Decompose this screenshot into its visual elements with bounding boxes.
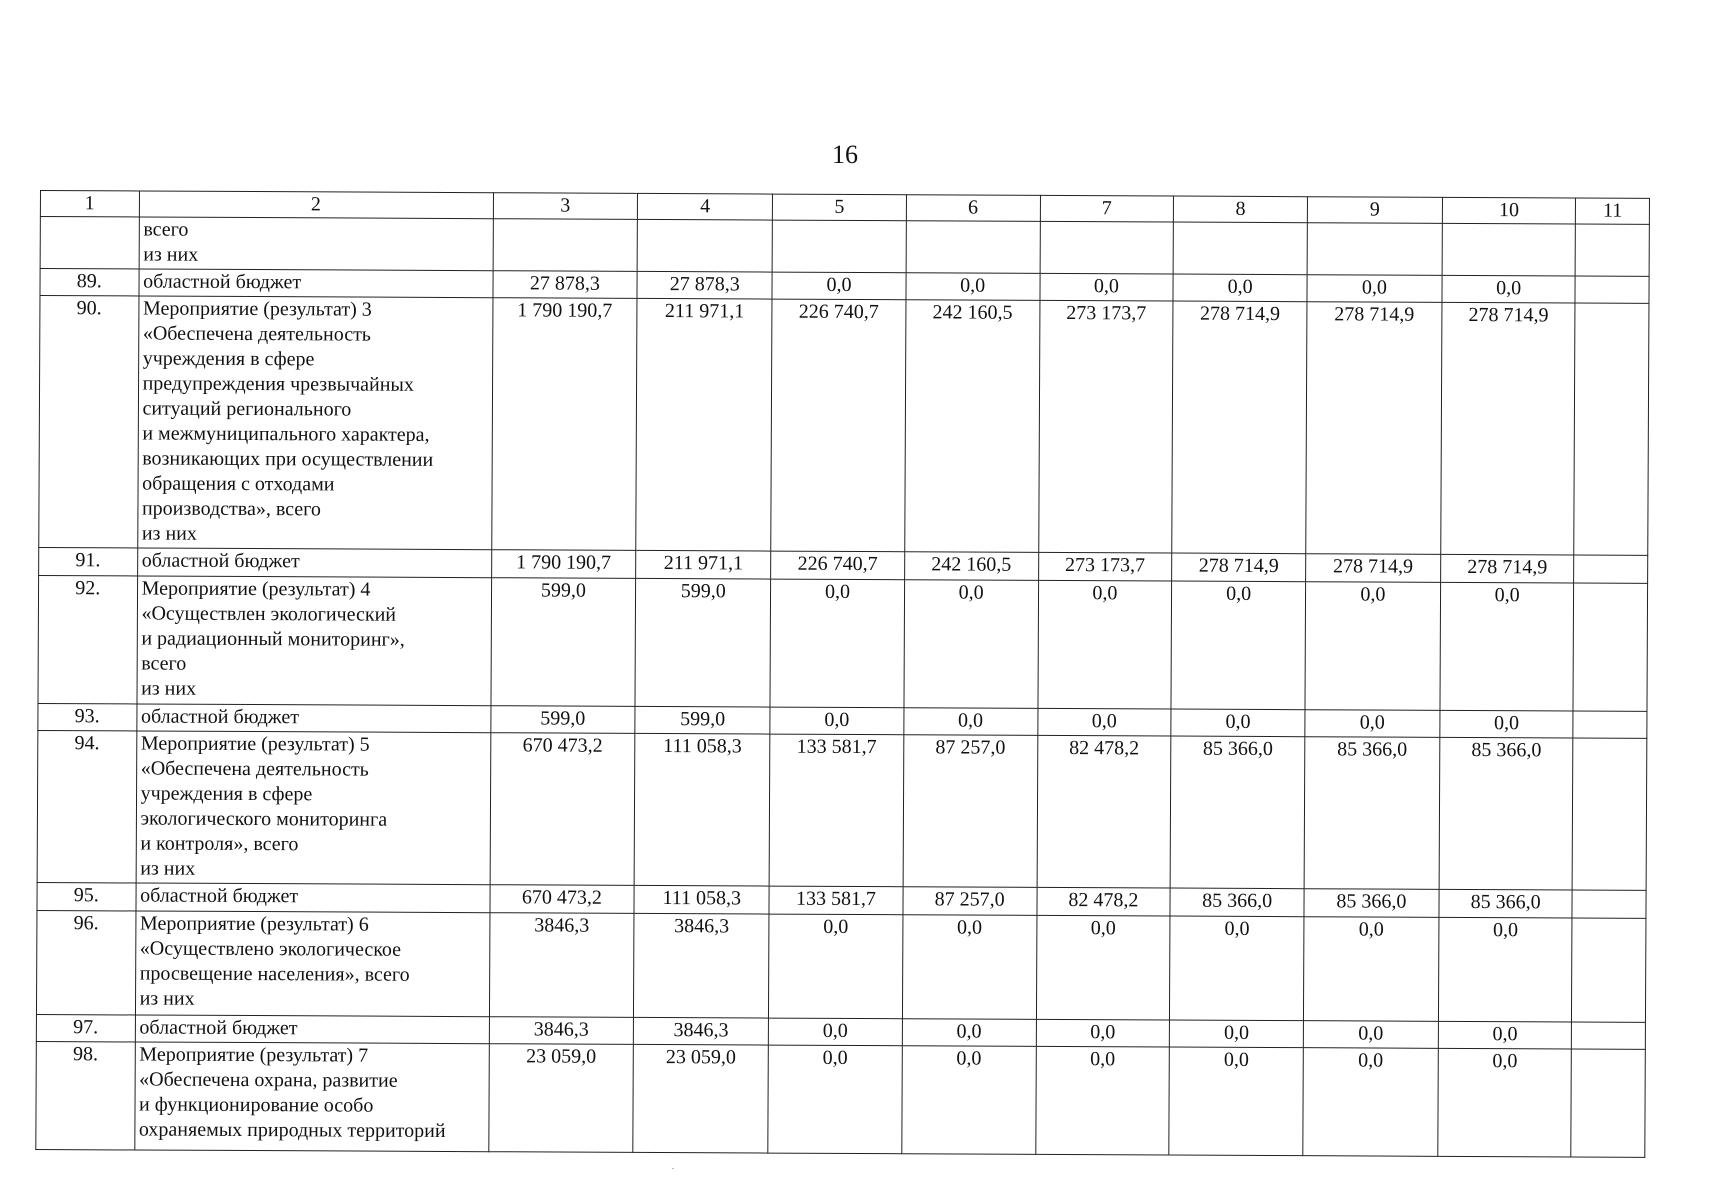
value-cell-col-7: 273 173,7 — [1038, 552, 1172, 581]
value-cell-col-9: 0,0 — [1305, 710, 1440, 738]
value-cell-col-11 — [1572, 890, 1646, 918]
value-cell-col-8: 0,0 — [1173, 274, 1307, 302]
value-cell-col-5: 226 740,7 — [771, 299, 906, 552]
row-description: Мероприятие (результат) 3 «Обеспечена деятельность учреждения в сфере предупреждения чрезвычайных ситуаций регионального и межмуниципального характера, возникающих при осуществлении обращения с отходами производства», всего из них — [137, 296, 492, 550]
value-cell-col-8: 0,0 — [1169, 1047, 1303, 1156]
value-cell-col-5: 133 581,7 — [769, 886, 903, 915]
value-cell-col-4: 3846,3 — [634, 1017, 769, 1045]
row-description: Мероприятие (результат) 4 «Осуществлен экологический и радиационный мониторинг», всего из них — [137, 576, 492, 706]
row-number: 98. — [36, 1041, 135, 1149]
value-cell-col-9: 85 366,0 — [1304, 889, 1439, 918]
value-cell-col-7: 82 478,2 — [1037, 735, 1171, 888]
value-cell-col-10: 278 714,9 — [1440, 554, 1574, 583]
value-cell-col-5: 226 740,7 — [771, 551, 905, 580]
value-cell-col-4: 111 058,3 — [634, 885, 769, 914]
value-cell-col-6: 0,0 — [902, 1046, 1036, 1155]
value-cell-col-5: 0,0 — [770, 707, 904, 735]
column-header-2: 2 — [139, 191, 493, 219]
row-number: 93. — [38, 703, 137, 730]
value-cell-col-9: 278 714,9 — [1306, 302, 1442, 555]
row-description: всего из них — [139, 217, 493, 271]
value-cell-col-5: 0,0 — [768, 1018, 902, 1046]
table-body — [36, 217, 1650, 1158]
value-cell-col-3: 670 473,2 — [489, 885, 634, 914]
value-cell-col-10: 0,0 — [1438, 917, 1572, 1022]
value-cell-col-5: 0,0 — [769, 914, 903, 1019]
value-cell-col-6: 0,0 — [904, 580, 1038, 709]
page-number: 16 — [832, 140, 858, 169]
value-cell-col-11 — [1575, 276, 1649, 303]
value-cell-col-9 — [1307, 223, 1442, 276]
value-cell-col-10: 0,0 — [1438, 1048, 1572, 1157]
scan-speck — [672, 1168, 674, 1169]
row-description: областной бюджет — [136, 883, 490, 913]
value-cell-col-11 — [1573, 711, 1647, 738]
value-cell-col-9: 0,0 — [1307, 275, 1442, 303]
row-number: 90. — [39, 296, 139, 548]
value-cell-col-7: 0,0 — [1035, 1046, 1169, 1155]
row-description: Мероприятие (результат) 7 «Обеспечена охрана, развитие и функционирование особо охраняемых природных территорий — [134, 1042, 488, 1152]
value-cell-col-10 — [1442, 223, 1576, 276]
value-cell-col-8: 85 366,0 — [1170, 736, 1304, 889]
value-cell-col-10: 0,0 — [1442, 275, 1576, 303]
row-number: 96. — [36, 910, 135, 1014]
table-row — [40, 217, 1649, 277]
column-header-10: 10 — [1442, 197, 1576, 224]
row-number: 94. — [37, 730, 136, 882]
value-cell-col-11 — [1574, 555, 1648, 583]
value-cell-col-4: 23 059,0 — [633, 1044, 768, 1153]
value-cell-col-9: 0,0 — [1303, 1048, 1438, 1157]
value-cell-col-6: 87 257,0 — [903, 735, 1037, 888]
value-cell-col-5: 133 581,7 — [769, 734, 903, 887]
row-description: Мероприятие (результат) 5 «Обеспечена деятельность учреждения в сфере экологического мониторинга и контроля», всего из них — [136, 731, 491, 885]
value-cell-col-6: 242 160,5 — [904, 552, 1038, 581]
table-row — [38, 575, 1648, 711]
value-cell-col-10: 0,0 — [1440, 582, 1574, 711]
value-cell-col-6: 0,0 — [902, 915, 1036, 1020]
value-cell-col-6: 87 257,0 — [903, 887, 1037, 916]
value-cell-col-8: 0,0 — [1170, 1020, 1304, 1048]
value-cell-col-3: 3846,3 — [489, 1017, 634, 1045]
column-header-3: 3 — [493, 193, 638, 220]
value-cell-col-7: 0,0 — [1036, 915, 1170, 1020]
column-header-6: 6 — [906, 195, 1040, 222]
row-number: 92. — [38, 575, 137, 703]
value-cell-col-6: 0,0 — [902, 1019, 1036, 1047]
value-cell-col-5: 0,0 — [770, 579, 904, 708]
column-header-11: 11 — [1576, 198, 1650, 224]
value-cell-col-8: 85 366,0 — [1170, 888, 1304, 917]
column-header-4: 4 — [638, 193, 773, 220]
value-cell-col-6 — [906, 221, 1040, 274]
value-cell-col-8: 0,0 — [1170, 916, 1304, 1021]
value-cell-col-8: 0,0 — [1171, 709, 1305, 737]
value-cell-col-4: 599,0 — [635, 578, 770, 707]
value-cell-col-3: 1 790 190,7 — [491, 550, 636, 579]
value-cell-col-7: 82 478,2 — [1036, 887, 1170, 916]
value-cell-col-4 — [637, 219, 772, 272]
value-cell-col-8 — [1173, 222, 1307, 275]
row-description: областной бюджет — [135, 1015, 489, 1044]
row-number: 95. — [37, 882, 136, 910]
value-cell-col-7: 0,0 — [1037, 708, 1171, 736]
value-cell-col-10: 0,0 — [1440, 710, 1574, 738]
value-cell-col-10: 278 714,9 — [1440, 302, 1575, 555]
value-cell-col-10: 85 366,0 — [1439, 737, 1573, 890]
row-description: Мероприятие (результат) 6 «Осуществлено экологическое просвещение населения», всего из них — [135, 911, 489, 1017]
value-cell-col-9: 0,0 — [1305, 582, 1440, 711]
value-cell-col-11 — [1571, 1049, 1645, 1157]
value-cell-col-4: 3846,3 — [634, 913, 769, 1018]
row-number: 91. — [39, 547, 138, 575]
value-cell-col-9: 0,0 — [1303, 917, 1438, 1022]
value-cell-col-8: 0,0 — [1171, 581, 1305, 710]
row-number: 89. — [40, 269, 139, 296]
value-cell-col-9: 85 366,0 — [1304, 737, 1439, 890]
value-cell-col-4: 599,0 — [635, 706, 770, 734]
value-cell-col-11 — [1573, 738, 1647, 890]
row-description: областной бюджет — [139, 269, 493, 298]
budget-table — [35, 190, 1650, 1158]
value-cell-col-7: 273 173,7 — [1038, 300, 1173, 553]
column-header-5: 5 — [772, 194, 906, 221]
table-row — [36, 910, 1645, 1022]
value-cell-col-6: 242 160,5 — [905, 300, 1040, 553]
value-cell-col-6: 0,0 — [906, 273, 1040, 301]
column-header-9: 9 — [1307, 197, 1442, 224]
value-cell-col-3: 23 059,0 — [488, 1044, 633, 1153]
value-cell-col-6: 0,0 — [904, 708, 1038, 736]
value-cell-col-3: 1 790 190,7 — [491, 298, 637, 551]
column-header-7: 7 — [1040, 195, 1174, 222]
value-cell-col-4: 211 971,1 — [636, 298, 772, 551]
value-cell-col-4: 27 878,3 — [637, 271, 772, 299]
value-cell-col-7: 0,0 — [1036, 1019, 1170, 1047]
value-cell-col-11 — [1574, 303, 1649, 555]
value-cell-col-7 — [1040, 221, 1174, 274]
value-cell-col-4: 111 058,3 — [634, 733, 769, 886]
value-cell-col-5 — [772, 220, 906, 273]
value-cell-col-10: 0,0 — [1438, 1021, 1572, 1049]
value-cell-col-3 — [493, 219, 638, 272]
value-cell-col-8: 278 714,9 — [1172, 301, 1307, 554]
value-cell-col-11 — [1572, 918, 1646, 1022]
value-cell-col-3: 599,0 — [491, 578, 636, 707]
value-cell-col-8: 278 714,9 — [1172, 553, 1306, 582]
value-cell-col-3: 670 473,2 — [490, 733, 636, 886]
table-row — [36, 1041, 1646, 1157]
row-description: областной бюджет — [136, 704, 490, 733]
row-description: областной бюджет — [137, 548, 491, 578]
row-number — [40, 217, 139, 269]
value-cell-col-4: 211 971,1 — [636, 550, 771, 579]
value-cell-col-10: 85 366,0 — [1439, 889, 1573, 918]
column-header-8: 8 — [1174, 196, 1308, 223]
row-number: 97. — [36, 1014, 135, 1041]
value-cell-col-3: 599,0 — [490, 706, 635, 734]
value-cell-col-7: 0,0 — [1038, 580, 1172, 709]
value-cell-col-5: 0,0 — [772, 272, 906, 300]
column-header-1: 1 — [40, 191, 139, 217]
value-cell-col-7: 0,0 — [1040, 273, 1174, 301]
value-cell-col-9: 0,0 — [1303, 1021, 1438, 1049]
table-row — [37, 730, 1647, 890]
value-cell-col-9: 278 714,9 — [1306, 554, 1441, 583]
value-cell-col-11 — [1572, 1022, 1646, 1049]
value-cell-col-11 — [1576, 224, 1650, 276]
value-cell-col-3: 3846,3 — [489, 913, 634, 1018]
value-cell-col-11 — [1573, 583, 1647, 711]
table-row — [39, 296, 1649, 556]
value-cell-col-5: 0,0 — [768, 1045, 902, 1154]
value-cell-col-3: 27 878,3 — [492, 271, 637, 299]
